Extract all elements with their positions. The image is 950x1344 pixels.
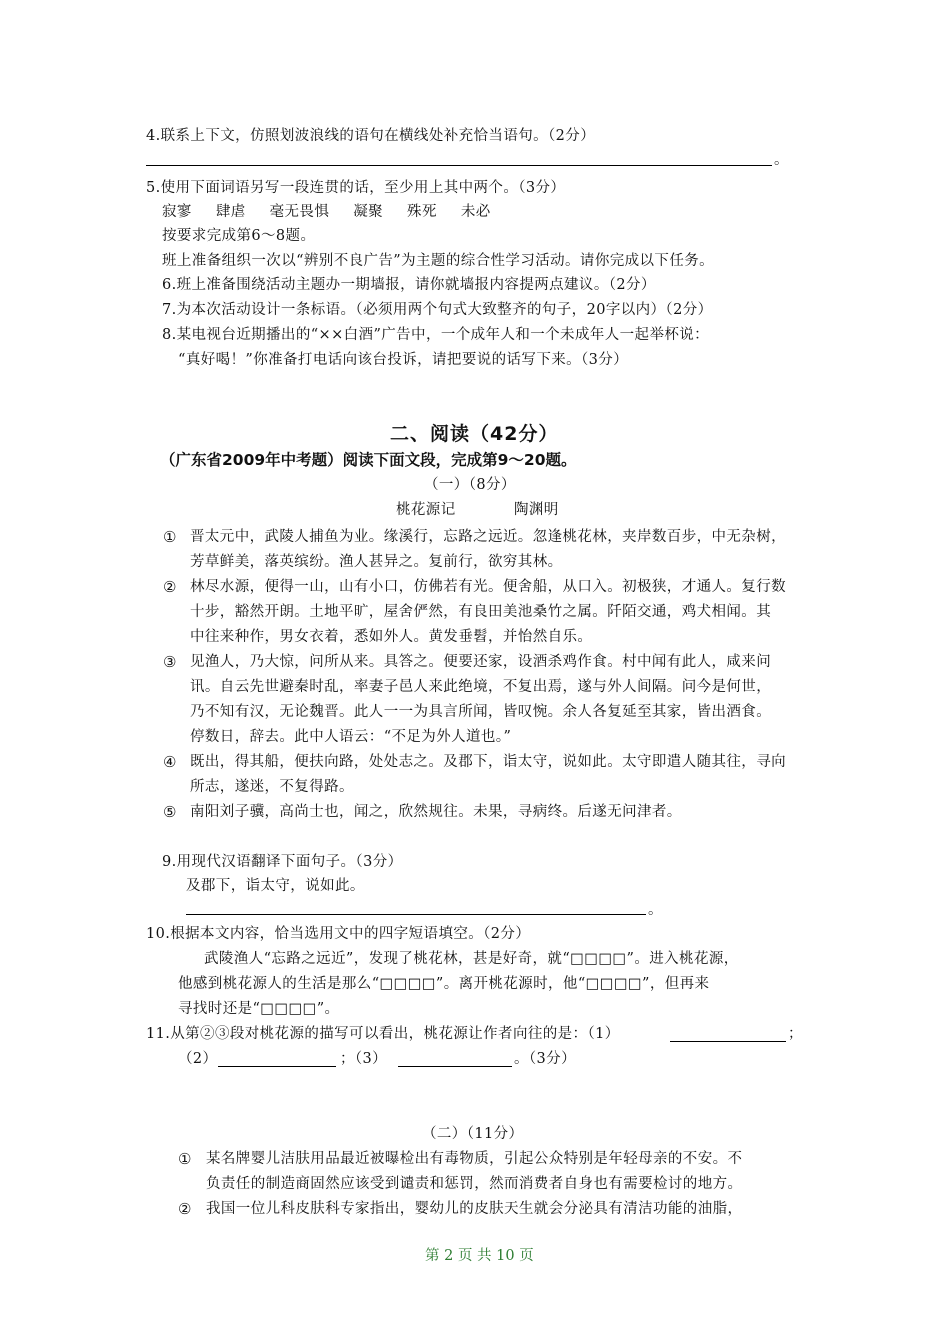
para-number: ③ <box>163 653 177 671</box>
question-7: 7.为本次活动设计一条标语。（必须用两个句式大致整齐的句子，20字以内）（2分） <box>162 302 713 318</box>
question-9: 9.用现代汉语翻译下面句子。（3分） <box>162 854 403 870</box>
word: 未必 <box>460 204 491 220</box>
instruction: 按要求完成第6～8题。 <box>162 228 316 244</box>
period: 。 <box>648 902 663 918</box>
blank-label-3: ；（3） <box>340 1051 388 1067</box>
passage-line: 既出，得其船，便扶向路，处处志之。及郡下，诣太守，说如此。太守即遣人随其往，寻向 <box>190 754 786 770</box>
passage-line: 乃不知有汉，无论魏晋。此人一一为具言所闻，皆叹惋。余人各复延至其家，皆出酒食。 <box>190 704 772 720</box>
author: 陶渊明 <box>514 502 559 518</box>
word-list <box>162 202 491 222</box>
passage-line: 某名牌婴儿洁肤用品最近被曝检出有毒物质，引起公众特别是年轻母亲的不安。不 <box>206 1151 743 1167</box>
passage-line: 讯。自云先世避秦时乱，率妻子邑人来此绝境，不复出焉，遂与外人间隔。问今是何世， <box>190 679 772 695</box>
question-10-line: 他感到桃花源人的生活是那么“□□□□”。离开桃花源时，他“□□□□”，但再来 <box>178 976 710 992</box>
question-8-cont: “真好喝！”你准备打电话向该台投诉，请把要说的话写下来。（3分） <box>178 352 629 368</box>
question-4: 4.联系上下文，仿照划波浪线的语句在横线处补充恰当语句。（2分） <box>146 128 596 144</box>
passage-line: 林尽水源，便得一山，山有小口，仿佛若有光。便舍船，从口入。初极狭，才通人。复行数 <box>190 579 786 595</box>
page-footer: 第 2 页 共 10 页 <box>425 1248 534 1264</box>
word: 凝聚 <box>353 204 384 220</box>
question-8: 8.某电视台近期播出的“××白酒”广告中，一个成年人和一个未成年人一起举杯说： <box>162 327 710 343</box>
text-title: 桃花源记 <box>396 502 456 518</box>
blank-label-2: （2） <box>178 1051 218 1067</box>
passage-line: 见渔人，乃大惊，问所从来。具答之。便要还家，设酒杀鸡作食。村中闻有此人，咸来问 <box>190 654 772 670</box>
question-10: 10.根据本文内容，恰当选用文中的四字短语填空。（2分） <box>146 926 531 942</box>
passage-line: 所志，遂迷，不复得路。 <box>190 779 354 795</box>
question-10-line: 寻找时还是“□□□□”。 <box>178 1001 340 1017</box>
question-6: 6.班上准备围绕活动主题办一期墙报，请你就墙报内容提两点建议。（2分） <box>162 277 656 293</box>
para-number: ⑤ <box>163 803 177 821</box>
answer-blank-3[interactable] <box>398 1066 512 1067</box>
answer-line-q4[interactable] <box>146 165 772 166</box>
activity-context: 班上准备组织一次以“辨别不良广告”为主题的综合性学习活动。请你完成以下任务。 <box>162 253 715 269</box>
section-title: 二、阅读（42分） <box>390 423 559 445</box>
question-11: 11.从第②③段对桃花源的描写可以看出，桃花源让作者向往的是：（1） <box>146 1026 620 1042</box>
answer-line-q9[interactable] <box>186 914 646 915</box>
question-10-line: 武陵渔人“忘路之远近”，发现了桃花林，甚是好奇，就“□□□□”。进入桃花源， <box>204 951 739 967</box>
word: 殊死 <box>407 204 437 220</box>
passage-line: 南阳刘子骥，高尚士也，闻之，欣然规往。未果，寻病终。后遂无问津者。 <box>190 804 682 820</box>
period: 。 <box>774 152 789 168</box>
passage-line: 十步，豁然开朗。土地平旷，屋舍俨然，有良田美池桑竹之属。阡陌交通，鸡犬相闻。其 <box>190 604 772 620</box>
passage-line: 我国一位儿科皮肤科专家指出，婴幼儿的皮肤天生就会分泌具有清洁功能的油脂， <box>206 1201 743 1217</box>
passage-line: 停数日，辞去。此中人语云：“不足为外人道也。” <box>190 729 512 745</box>
passage-line: 中往来种作，男女衣着，悉如外人。黄发垂髫，并怡然自乐。 <box>190 629 593 645</box>
question-9-sentence: 及郡下，诣太守，说如此。 <box>186 878 365 894</box>
section-subtitle: （广东省2009年中考题）阅读下面文段，完成第9～20题。 <box>160 451 577 469</box>
answer-blank-1[interactable] <box>670 1041 786 1042</box>
separator: ； <box>788 1026 803 1042</box>
passage-line: 芳草鲜美，落英缤纷。渔人甚异之。复前行，欲穷其林。 <box>190 554 563 570</box>
para-number: ② <box>178 1200 192 1218</box>
para-number: ① <box>163 528 177 546</box>
part-two-title: （二）（11分） <box>422 1126 524 1142</box>
part-one-title: （一）（8分） <box>424 477 516 493</box>
question-5: 5.使用下面词语另写一段连贯的话，至少用上其中两个。（3分） <box>146 180 566 196</box>
word: 肆虐 <box>215 204 246 220</box>
word: 寂寥 <box>162 204 192 220</box>
passage-line: 晋太元中，武陵人捕鱼为业。缘溪行，忘路之远近。忽逢桃花林，夹岸数百步，中无杂树， <box>190 529 786 545</box>
word: 毫无畏惧 <box>269 204 330 220</box>
answer-blank-2[interactable] <box>218 1066 336 1067</box>
para-number: ① <box>178 1150 192 1168</box>
para-number: ④ <box>163 753 177 771</box>
score-note: 。（3分） <box>514 1051 576 1067</box>
passage-line: 负责任的制造商固然应该受到谴责和惩罚，然而消费者自身也有需要检讨的地方。 <box>206 1176 743 1192</box>
para-number: ② <box>163 578 177 596</box>
